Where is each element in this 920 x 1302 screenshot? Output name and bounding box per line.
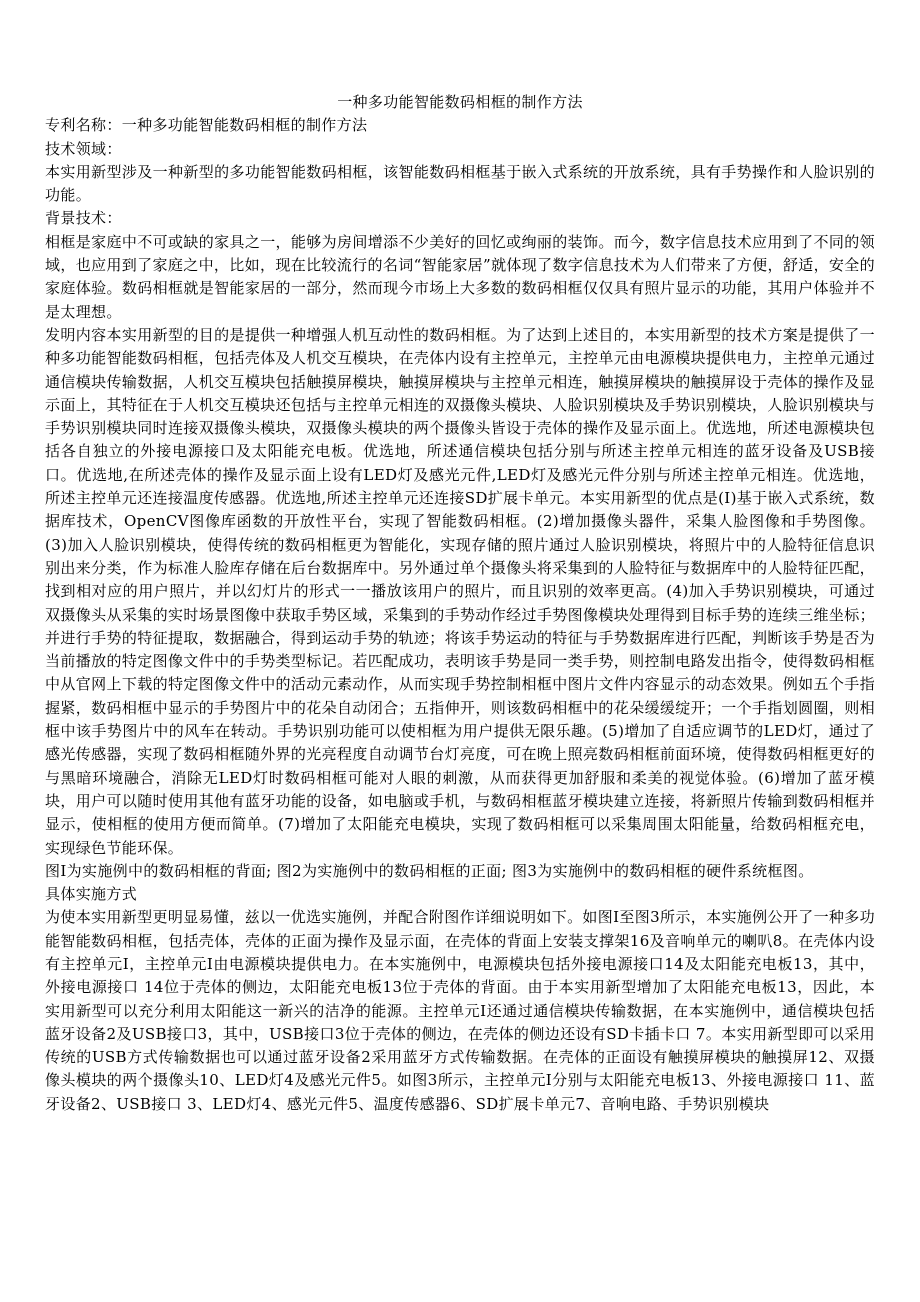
tech-field-paragraph: 本实用新型涉及一种新型的多功能智能数码相框，该智能数码相框基于嵌入式系统的开放系统，具有手势操作和人脸识别的功能。 [45,162,875,205]
background-heading: 背景技术： [45,209,122,228]
document-body [45,91,875,1116]
figures-paragraph: 图I为实施例中的数码相框的背面; 图2为实施例中的数码相框的正面; 图3为实施例中的数码相框的硬件系统框图。 [45,861,814,880]
tech-field-heading: 技术领域： [45,139,122,158]
document-title: 一种多功能智能数码相框的制作方法 [337,93,583,111]
embodiment-heading: 具体实施方式 [45,885,138,904]
embodiment-paragraph: 为使本实用新型更明显易懂，兹以一优选实施例，并配合附图作详细说明如下。如图I至图3所示，本实施例公开了一种多功能智能数码相框，包括壳体，壳体的正面为操作及显示面，在壳体的背面上安装支撑架16及音响单元的喇叭8。在壳体内设有主控单元I，主控单元I由电源模块提供电力。在本实施例中，电源模块包括外接电源接口14及太阳能充电板13，其中，外接电源接口 14位于壳体的侧边，太阳能充电板13位于壳体的背面。由于本实用新型增加了太阳能充电板13，因此，本实用新型可以充分利用太阳能这一新兴的洁净的能源。主控单元I还通过通信模块传输数据，在本实施例中，通信模块包括蓝牙设备2及USB接口3，其中，USB接口3位于壳体的侧边，在壳体的侧边还设有SD卡插卡口 7。本实用新型即可以采用传统的USB方式传输数据也可以通过蓝牙设备2采用蓝牙方式传输数据。在壳体的正面设有触摸屏模块的触摸屏12、双摄像头模块的两个摄像头10、LED灯4及感光元件5。如图3所示，主控单元I分别与太阳能充电板13、外接电源接口 11、蓝牙设备2、USB接口 3、LED灯4、感光元件5、温度传感器6、SD扩展卡单元7、音响电路、手势识别模块 [45,908,875,1113]
background-paragraph: 相框是家庭中不可或缺的家具之一，能够为房间增添不少美好的回忆或绚丽的装饰。而今，数字信息技术应用到了不同的领域，也应用到了家庭之中，比如，现在比较流行的名词“智能家居”就体现了数字信息技术为人们带来了方便，舒适，安全的家庭体验。数码相框就是智能家居的一部分，然而现今市场上大多数的数码相框仅仅具有照片显示的功能，其用户体验并不是太理想。 [45,232,875,321]
patent-name: 专利名称：一种多功能智能数码相框的制作方法 [45,116,368,135]
summary-paragraph: 发明内容本实用新型的目的是提供一种增强人机互动性的数码相框。为了达到上述目的，本实用新型的技术方案是提供了一种多功能智能数码相框，包括壳体及人机交互模块，在壳体内设有主控单元，主控单元由电源模块提供电力，主控单元通过通信模块传输数据，人机交互模块包括触摸屏模块，触摸屏模块与主控单元相连，触摸屏模块的触摸屏设于壳体的操作及显示面上，其特征在于人机交互模块还包括与主控单元相连的双摄像头模块、人脸识别模块及手势识别模块，人脸识别模块与手势识别模块同时连接双摄像头模块，双摄像头模块的两个摄像头皆设于壳体的操作及显示面上。优选地，所述电源模块包括各自独立的外接电源接口及太阳能充电板。优选地，所述通信模块包括分别与所述主控单元相连的蓝牙设备及USB接口。优选地,在所述壳体的操作及显示面上设有LED灯及感光元件,LED灯及感光元件分别与所述主控单元相连。优选地，所述主控单元还连接温度传感器。优选地,所述主控单元还连接SD扩展卡单元。本实用新型的优点是(I)基于嵌入式系统，数据库技术，OpenCV图像库函数的开放性平台，实现了智能数码相框。(2)增加摄像头器件，采集人脸图像和手势图像。(3)加入人脸识别模块，使得传统的数码相框更为智能化，实现存储的照片通过人脸识别模块，将照片中的人脸特征信息识别出来分类，作为标准人脸库存储在后台数据库中。另外通过单个摄像头将采集到的人脸特征与数据库中的人脸特征匹配，找到相对应的用户照片，并以幻灯片的形式一一播放该用户的照片，而且识别的效率更高。(4)加入手势识别模块，可通过双摄像头从采集的实时场景图像中获取手势区域，采集到的手势动作经过手势图像模块处理得到目标手势的连续三维坐标；并进行手势的特征提取，数据融合，得到运动手势的轨迹；将该手势运动的特征与手势数据库进行匹配，判断该手势是否为当前播放的特定图像文件中的手势类型标记。若匹配成功，表明该手势是同一类手势，则控制电路发出指令，使得数码相框中从官网上下载的特定图像文件中的活动元素动作，从而实现手势控制相框中图片文件内容显示的动态效果。例如五个手指握紧，数码相框中显示的手势图片中的花朵自动闭合；五指伸开，则该数码相框中的花朵缓缓绽开；一个手指划圆圈，则相框中该手势图片中的风车在转动。手势识别功能可以使相框为用户提供无限乐趣。(5)增加了自适应调节的LED灯，通过了感光传感器，实现了数码相框随外界的光亮程度自动调节台灯亮度，可在晚上照亮数码相框前面环境，使得数码相框更好的与黑暗环境融合，消除无LED灯时数码相框可能对人眼的刺激，从而获得更加舒服和柔美的视觉体验。(6)增加了蓝牙模块，用户可以随时使用其他有蓝牙功能的设备，如电脑或手机，与数码相框蓝牙模块建立连接，将新照片传输到数码相框并显示，使相框的使用方便而简单。(7)增加了太阳能充电模块，实现了数码相框可以采集周围太阳能量，给数码相框充电，实现绿色节能环保。 [45,325,875,857]
